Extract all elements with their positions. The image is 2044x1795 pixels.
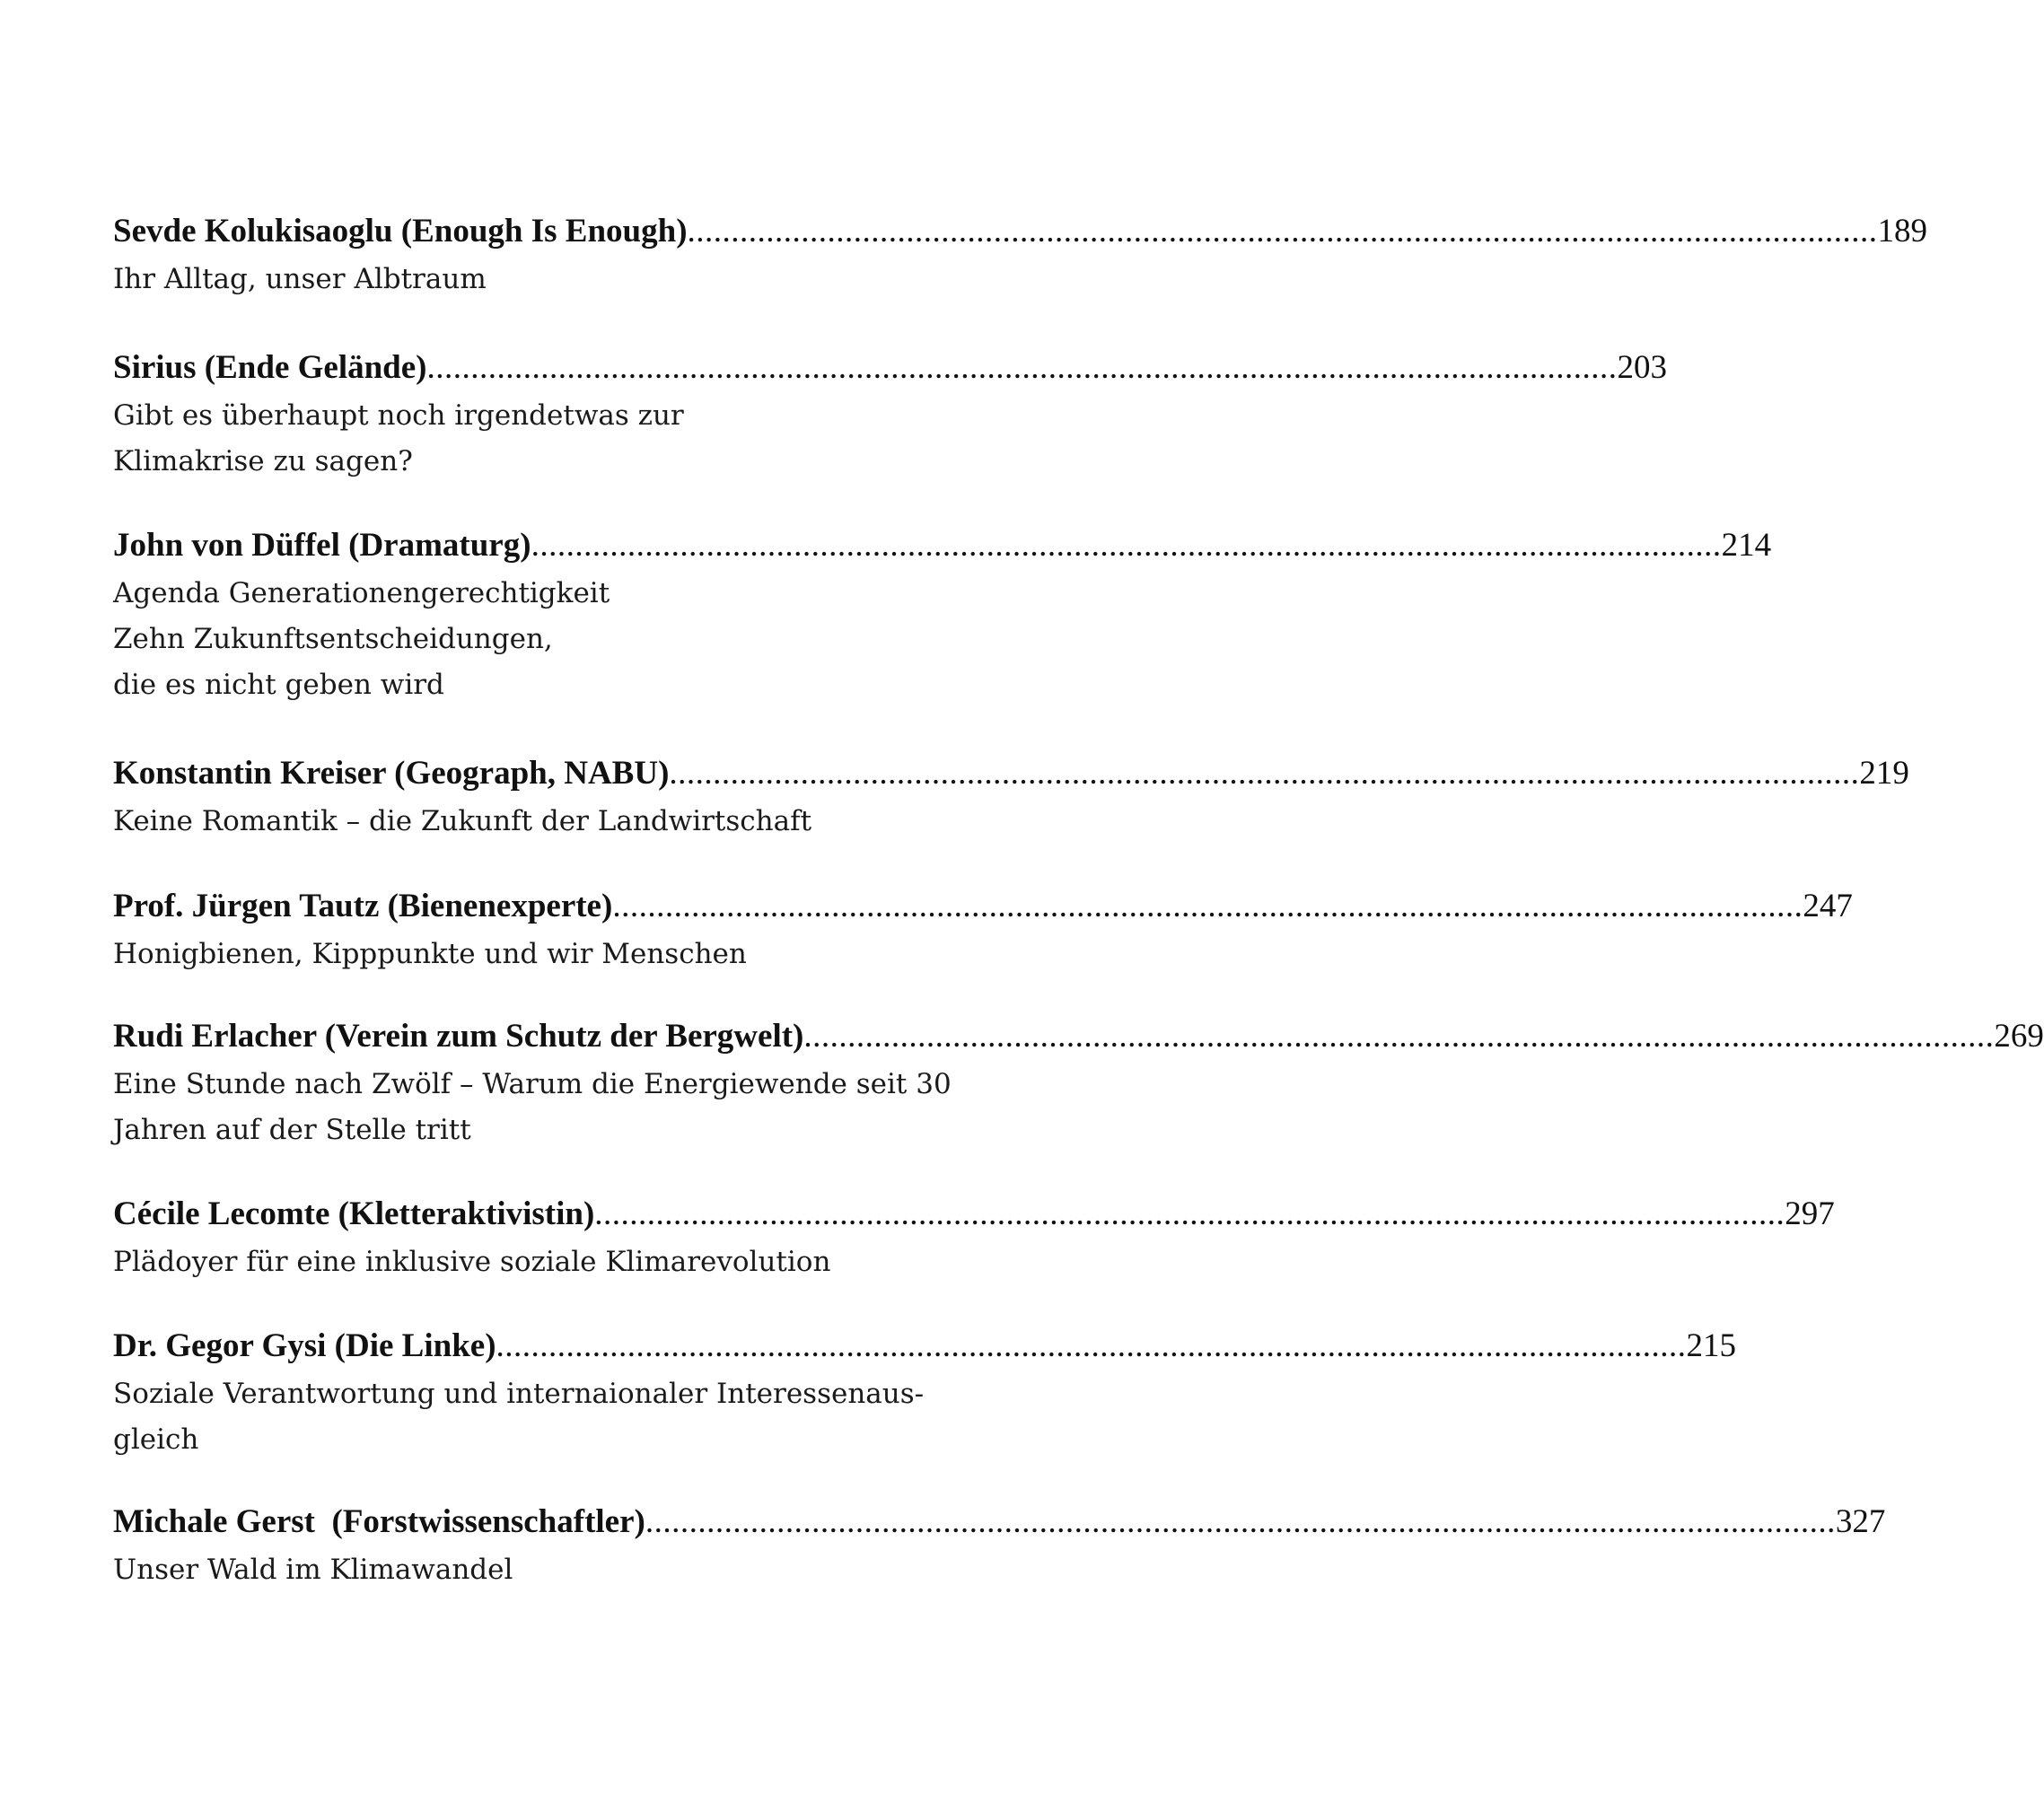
dot-leader: ........................................................................................................................................ <box>426 349 1618 386</box>
author-name: Prof. Jürgen Tautz (Bienenexperte) <box>113 888 613 924</box>
page-number: 219 <box>1859 755 1909 792</box>
toc-entry <box>113 881 1853 977</box>
essay-title-line: Agenda Generationengerechtigkeit <box>113 577 610 609</box>
page-number: 203 <box>1617 349 1667 386</box>
page-number: 189 <box>1877 213 1928 250</box>
toc-entry-heading <box>113 343 1667 393</box>
toc-entry <box>113 1011 2044 1153</box>
toc-entry-heading <box>113 1321 1737 1371</box>
essay-title-line: Honigbienen, Kipppunkte und wir Menschen <box>113 938 747 970</box>
toc-entry-heading <box>113 1497 1886 1547</box>
table-of-contents <box>113 206 2044 1593</box>
toc-entry-heading <box>113 1011 2044 1062</box>
dot-leader: ........................................................................................................................................ <box>803 1018 1995 1055</box>
dot-leader: ........................................................................................................................................ <box>687 213 1878 250</box>
dot-leader: ........................................................................................................................................ <box>669 755 1860 792</box>
essay-title <box>113 932 1002 977</box>
essay-title <box>113 799 1002 845</box>
essay-title <box>113 393 1002 485</box>
page-number: 214 <box>1721 527 1772 564</box>
author-name: Michale Gerst (Forstwissenschaftler) <box>113 1503 645 1540</box>
toc-entry-heading <box>113 206 1928 257</box>
author-name: Cécile Lecomte (Kletteraktivistin) <box>113 1195 595 1232</box>
page-number: 297 <box>1785 1195 1835 1232</box>
essay-title-line: Gibt es überhaupt noch irgendetwas zur <box>113 399 684 432</box>
essay-title-line: Eine Stunde nach Zwölf – Warum die Energiewende seit 30 <box>113 1068 952 1100</box>
essay-title <box>113 257 1002 302</box>
essay-title <box>113 1547 1002 1593</box>
toc-entry <box>113 1497 1886 1593</box>
author-name: Dr. Gegor Gysi (Die Linke) <box>113 1327 496 1364</box>
essay-title-line: gleich <box>113 1423 199 1456</box>
essay-title-line: Zehn Zukunftsentscheidungen, <box>113 623 553 655</box>
page-number: 327 <box>1835 1503 1886 1540</box>
dot-leader: ........................................................................................................................................ <box>594 1195 1785 1232</box>
dot-leader: ........................................................................................................................................ <box>612 888 1803 924</box>
essay-title-line: die es nicht geben wird <box>113 669 444 701</box>
author-name: John von Düffel (Dramaturg) <box>113 527 531 564</box>
page-number: 215 <box>1686 1327 1737 1364</box>
toc-entry-heading <box>113 749 1909 799</box>
essay-title-line: Soziale Verantwortung und internaionaler Interessenaus- <box>113 1378 925 1410</box>
essay-title <box>113 1062 1002 1153</box>
dot-leader: ........................................................................................................................................ <box>531 527 1722 564</box>
toc-entry <box>113 206 1928 302</box>
dot-leader: ........................................................................................................................................ <box>645 1503 1836 1540</box>
toc-entry <box>113 343 1667 485</box>
toc-entry-heading <box>113 521 1772 571</box>
essay-title-line: Plädoyer für eine inklusive soziale Klimarevolution <box>113 1246 831 1278</box>
essay-title-line: Jahren auf der Stelle tritt <box>113 1114 471 1146</box>
toc-entry <box>113 521 1772 708</box>
author-name: Rudi Erlacher (Verein zum Schutz der Bergwelt) <box>113 1018 804 1055</box>
essay-title-line: Ihr Alltag, unser Albtraum <box>113 263 487 295</box>
essay-title-line: Unser Wald im Klimawandel <box>113 1554 513 1586</box>
essay-title <box>113 571 1002 708</box>
toc-entry <box>113 1321 1737 1463</box>
toc-entry <box>113 1189 1835 1285</box>
essay-title-line: Klimakrise zu sagen? <box>113 445 413 477</box>
page-number: 247 <box>1803 888 1853 924</box>
author-name: Sevde Kolukisaoglu (Enough Is Enough) <box>113 213 688 250</box>
dot-leader: ........................................................................................................................................ <box>496 1327 1687 1364</box>
toc-entry-heading <box>113 881 1853 932</box>
toc-entry <box>113 749 1909 845</box>
essay-title <box>113 1239 1002 1285</box>
toc-entry-heading <box>113 1189 1835 1239</box>
author-name: Sirius (Ende Gelände) <box>113 349 427 386</box>
essay-title-line: Keine Romantik – die Zukunft der Landwirtschaft <box>113 805 812 837</box>
essay-title <box>113 1371 1002 1463</box>
author-name: Konstantin Kreiser (Geograph, NABU) <box>113 755 670 792</box>
page-number: 269 <box>1994 1018 2044 1055</box>
